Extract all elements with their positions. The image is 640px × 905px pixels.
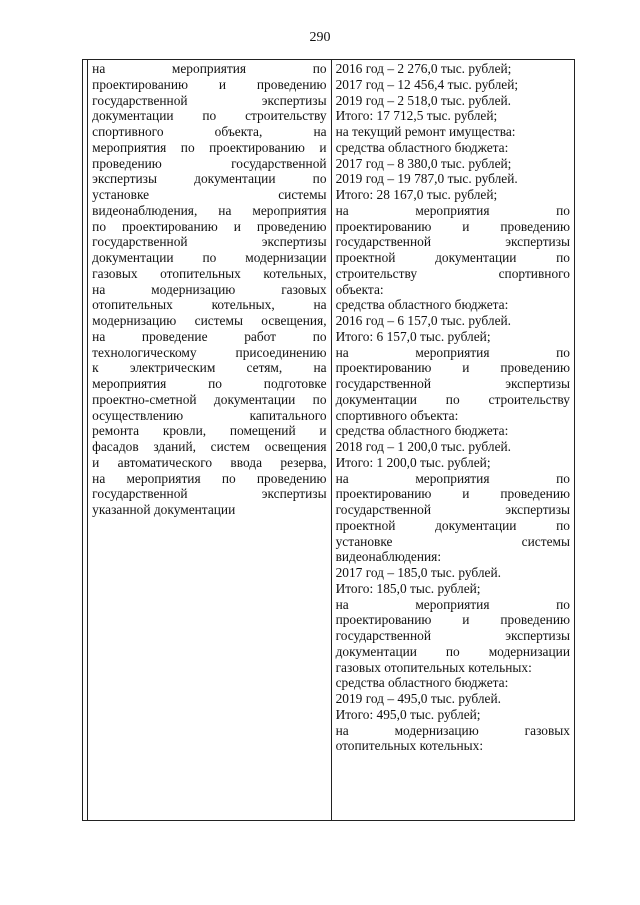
financing-line: средства областного бюджета: [335, 675, 509, 691]
financing-line: на мероприятия по [335, 202, 570, 218]
financing-line: Итого: 1 200,0 тыс. рублей; [335, 454, 491, 470]
description-line: по проектированию и проведению [92, 218, 327, 234]
financing-line: 2017 год – 8 380,0 тыс. рублей; [335, 155, 512, 171]
financing-line: строительству спортивного [335, 265, 570, 281]
financing-line: проектной документации по [335, 517, 570, 533]
financing-line: средства областного бюджета: [335, 423, 509, 439]
description-line: установке системы [92, 187, 327, 202]
financing-line: Итого: 495,0 тыс. рублей; [335, 706, 481, 722]
financing-line: 2018 год – 1 200,0 тыс. рублей. [335, 439, 512, 454]
financing-line: средства областного бюджета: [335, 297, 509, 313]
description-line: и автоматического ввода резерва, [92, 454, 327, 470]
financing-line: 2016 год – 6 157,0 тыс. рублей. [335, 313, 512, 328]
description-line: ремонта кровли, помещений и [92, 423, 327, 439]
financing-line: 2017 год – 185,0 тыс. рублей. [335, 565, 501, 580]
description-line: на мероприятия по [92, 61, 327, 76]
description-line: на модернизацию газовых [92, 281, 327, 297]
financing-line: проектированию и проведению [335, 612, 570, 628]
financing-line: документации по строительству [335, 391, 570, 407]
financing-line: на мероприятия по [335, 596, 570, 612]
financing-line: установке системы [335, 533, 570, 549]
financing-line: 2019 год – 495,0 тыс. рублей. [335, 691, 501, 706]
description-line: документации по строительству [92, 108, 327, 124]
description-line: фасадов зданий, систем освещения [92, 439, 327, 454]
financing-line: 2016 год – 2 276,0 тыс. рублей; [335, 61, 512, 76]
description-line: спортивного объекта, на [92, 124, 327, 139]
financing-line: проектной документации по [335, 250, 570, 265]
description-line: на мероприятия по проведению [92, 470, 327, 486]
description-line: отопительных котельных, на [92, 297, 327, 313]
financing-line: проектированию и проведению [335, 486, 570, 502]
description-line: проектно-сметной документации по [92, 391, 327, 407]
financing-line: объекта: [335, 281, 384, 297]
financing-line: 2017 год – 12 456,4 тыс. рублей; [335, 76, 519, 92]
financing-line: 2019 год – 2 518,0 тыс. рублей. [335, 92, 512, 108]
description-line: государственной экспертизы [92, 234, 327, 250]
financing-line: на модернизацию газовых [335, 722, 570, 738]
financing-line: на мероприятия по [335, 344, 570, 360]
financing-line: документации по модернизации [335, 643, 570, 659]
program-table [82, 59, 575, 821]
description-line: проведению государственной [92, 155, 327, 171]
description-line: указанной документации [92, 502, 236, 517]
description-line: на проведение работ по [92, 328, 327, 344]
financing-line: средства областного бюджета: [335, 139, 509, 155]
description-line: осуществлению капитального [92, 407, 327, 423]
financing-line: государственной экспертизы [335, 376, 570, 391]
financing-line: на текущий ремонт имущества: [335, 124, 516, 139]
financing-line: Итого: 6 157,0 тыс. рублей; [335, 328, 491, 344]
description-cell [88, 60, 331, 821]
description-line: государственной экспертизы [92, 92, 327, 108]
description-line: газовых отопительных котельных, [92, 265, 327, 281]
financing-line: видеонаблюдения: [335, 549, 442, 565]
description-line: экспертизы документации по [92, 171, 327, 187]
description-line: модернизацию системы освещения, [92, 313, 327, 328]
financing-line: государственной экспертизы [335, 502, 570, 517]
description-line: государственной экспертизы [92, 486, 327, 502]
description-line: мероприятия по проектированию и [92, 139, 327, 155]
financing-line: Итого: 185,0 тыс. рублей; [335, 580, 481, 596]
description-line: мероприятия по подготовке [92, 376, 327, 391]
financing-cell [331, 60, 574, 821]
financing-line: на мероприятия по [335, 470, 570, 486]
description-line: технологическому присоединению [92, 344, 327, 360]
financing-line: проектированию и проведению [335, 360, 570, 376]
financing-line: отопительных котельных: [335, 738, 484, 754]
description-line: документации по модернизации [92, 250, 327, 265]
financing-line: государственной экспертизы [335, 628, 570, 643]
financing-line: спортивного объекта: [335, 407, 459, 423]
page-number: 290 [309, 30, 331, 45]
financing-line: газовых отопительных котельных: [335, 659, 532, 675]
financing-line: Итого: 28 167,0 тыс. рублей; [335, 187, 498, 202]
financing-line: проектированию и проведению [335, 218, 570, 234]
financing-line: 2019 год – 19 787,0 тыс. рублей. [335, 171, 518, 187]
description-line: видеонаблюдения, на мероприятия [92, 202, 327, 218]
financing-line: государственной экспертизы [335, 234, 570, 250]
table-row [83, 60, 575, 821]
financing-line: Итого: 17 712,5 тыс. рублей; [335, 108, 498, 124]
description-line: к электрическим сетям, на [92, 360, 327, 376]
description-line: проектированию и проведению [92, 76, 327, 92]
